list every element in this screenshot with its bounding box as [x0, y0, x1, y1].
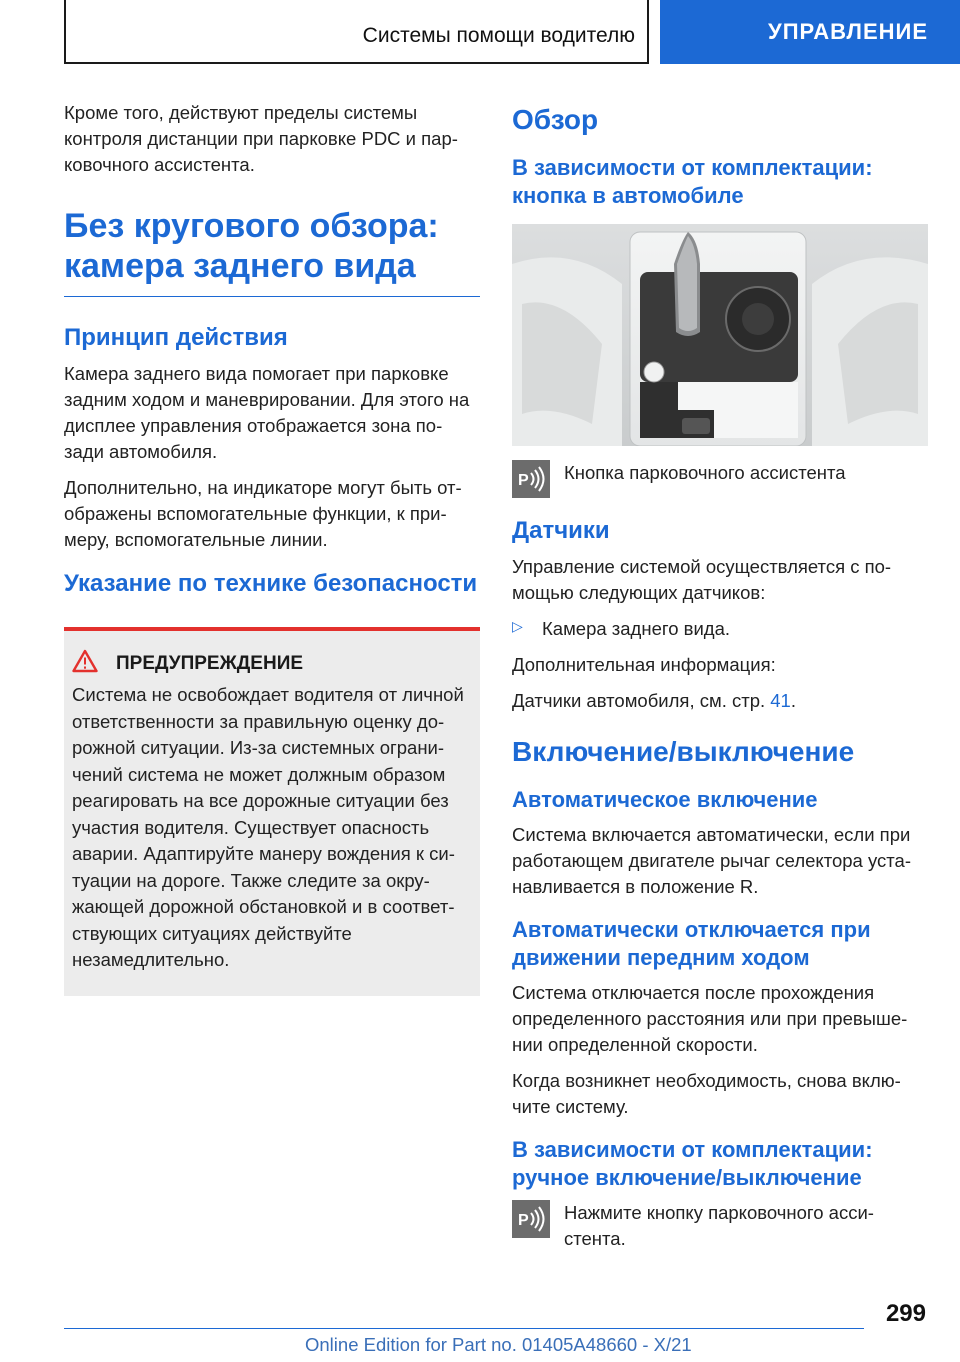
- warning-title: ПРЕДУПРЕЖДЕНИЕ: [116, 652, 304, 674]
- pdc-button-caption-row: [512, 460, 928, 498]
- principle-paragraph-2: Дополнительно, на индикаторе могут быть от-ображены вспомогательные функции, к при-меру, вспомогательные линии.: [64, 477, 462, 550]
- sensor-list-item: [512, 616, 928, 652]
- parking-assistant-button-icon[interactable]: [512, 1200, 550, 1238]
- left-column: [64, 100, 480, 996]
- warning-box: [64, 627, 480, 996]
- manual-instruction-row: [512, 1200, 928, 1252]
- sensors-paragraph: Управление системой осуществляется с по-мощью следующих датчиков:: [512, 556, 892, 603]
- header-category-tab[interactable]: УПРАВЛЕНИЕ: [660, 0, 960, 64]
- warning-text: Система не освобождает водителя от личной ответственности за правильную оценку до-рожной ситуации. Из-за системных ограни-чений система не может должным образом реагировать на все дорожные ситуации без участия водителя. Существует опасность аварии. Адаптируйте манеру вождения к си-туации на дороге. Также следите за окру-жающей дорожной обстановкой и в соответ-ствующих ситуациях действуйте незамедлительно.: [72, 684, 464, 970]
- auto-on-heading: Автоматическое включение: [512, 787, 818, 812]
- triangle-bullet-icon: ▷: [512, 618, 523, 634]
- page-number: 299: [885, 1300, 926, 1327]
- variant-button-heading: В зависимости от комплектации: кнопка в автомобиле: [512, 155, 873, 208]
- safety-heading: Указание по технике безопасности: [64, 570, 478, 597]
- footer-edition-text: Online Edition for Part no. 01405A48660 - X/21: [305, 1334, 692, 1355]
- on-off-heading: Включение/выключение: [512, 736, 855, 767]
- manual-instruction-text: Нажмите кнопку парковочного асси-стента.: [564, 1202, 874, 1249]
- principle-heading: Принцип действия: [64, 324, 288, 351]
- pdc-button-caption: Кнопка парковочного ассистента: [564, 462, 846, 483]
- page-41-link[interactable]: 41: [770, 690, 791, 711]
- footer-rule: [64, 1328, 864, 1329]
- center-console-image: [512, 224, 928, 446]
- chapter-heading: Без кругового обзора: камера заднего вида: [64, 207, 439, 285]
- header-section-title: Системы помощи водителю: [362, 24, 635, 47]
- auto-on-paragraph: Система включается автоматически, если при работающем двигателе рычаг селектора уста-навливается в положение R.: [512, 824, 911, 897]
- chapter-heading-wrap: [64, 206, 480, 297]
- principle-paragraph-1: Камера заднего вида помогает при парковке задним ходом и маневрировании. Для этого на дисплее управления отображается зона по-зади автомобиля.: [64, 363, 470, 462]
- right-column: [512, 100, 928, 1270]
- intro-paragraph: Кроме того, действуют пределы системы контроля дистанции при парковке PDC и пар-ковочного ассистента.: [64, 102, 458, 175]
- parking-assistant-button-icon[interactable]: [512, 460, 550, 498]
- warning-triangle-icon: [72, 649, 98, 678]
- manual-heading: В зависимости от комплектации: ручное включение/выключение: [512, 1137, 873, 1190]
- more-info-label: Дополнительная информация:: [512, 654, 776, 675]
- overview-heading: Обзор: [512, 104, 599, 135]
- sensors-heading: Датчики: [512, 517, 610, 544]
- auto-off-heading: Автоматически отключается при движении передним ходом: [512, 917, 871, 970]
- auto-off-paragraph-2: Когда возникнет необходимость, снова вклю-чите систему.: [512, 1070, 901, 1117]
- sensor-item-text: Камера заднего вида.: [542, 618, 731, 639]
- sensors-reference-text: Датчики автомобиля, см. стр.: [512, 690, 771, 711]
- svg-text:P: P: [518, 472, 529, 489]
- auto-off-paragraph-1: Система отключается после прохождения определенного расстояния или при превыше-нии определенной скорости.: [512, 982, 908, 1055]
- svg-text:P: P: [518, 1212, 529, 1229]
- warning-header: [72, 649, 470, 678]
- sensors-reference: [512, 688, 928, 714]
- sensors-reference-end: .: [790, 690, 796, 711]
